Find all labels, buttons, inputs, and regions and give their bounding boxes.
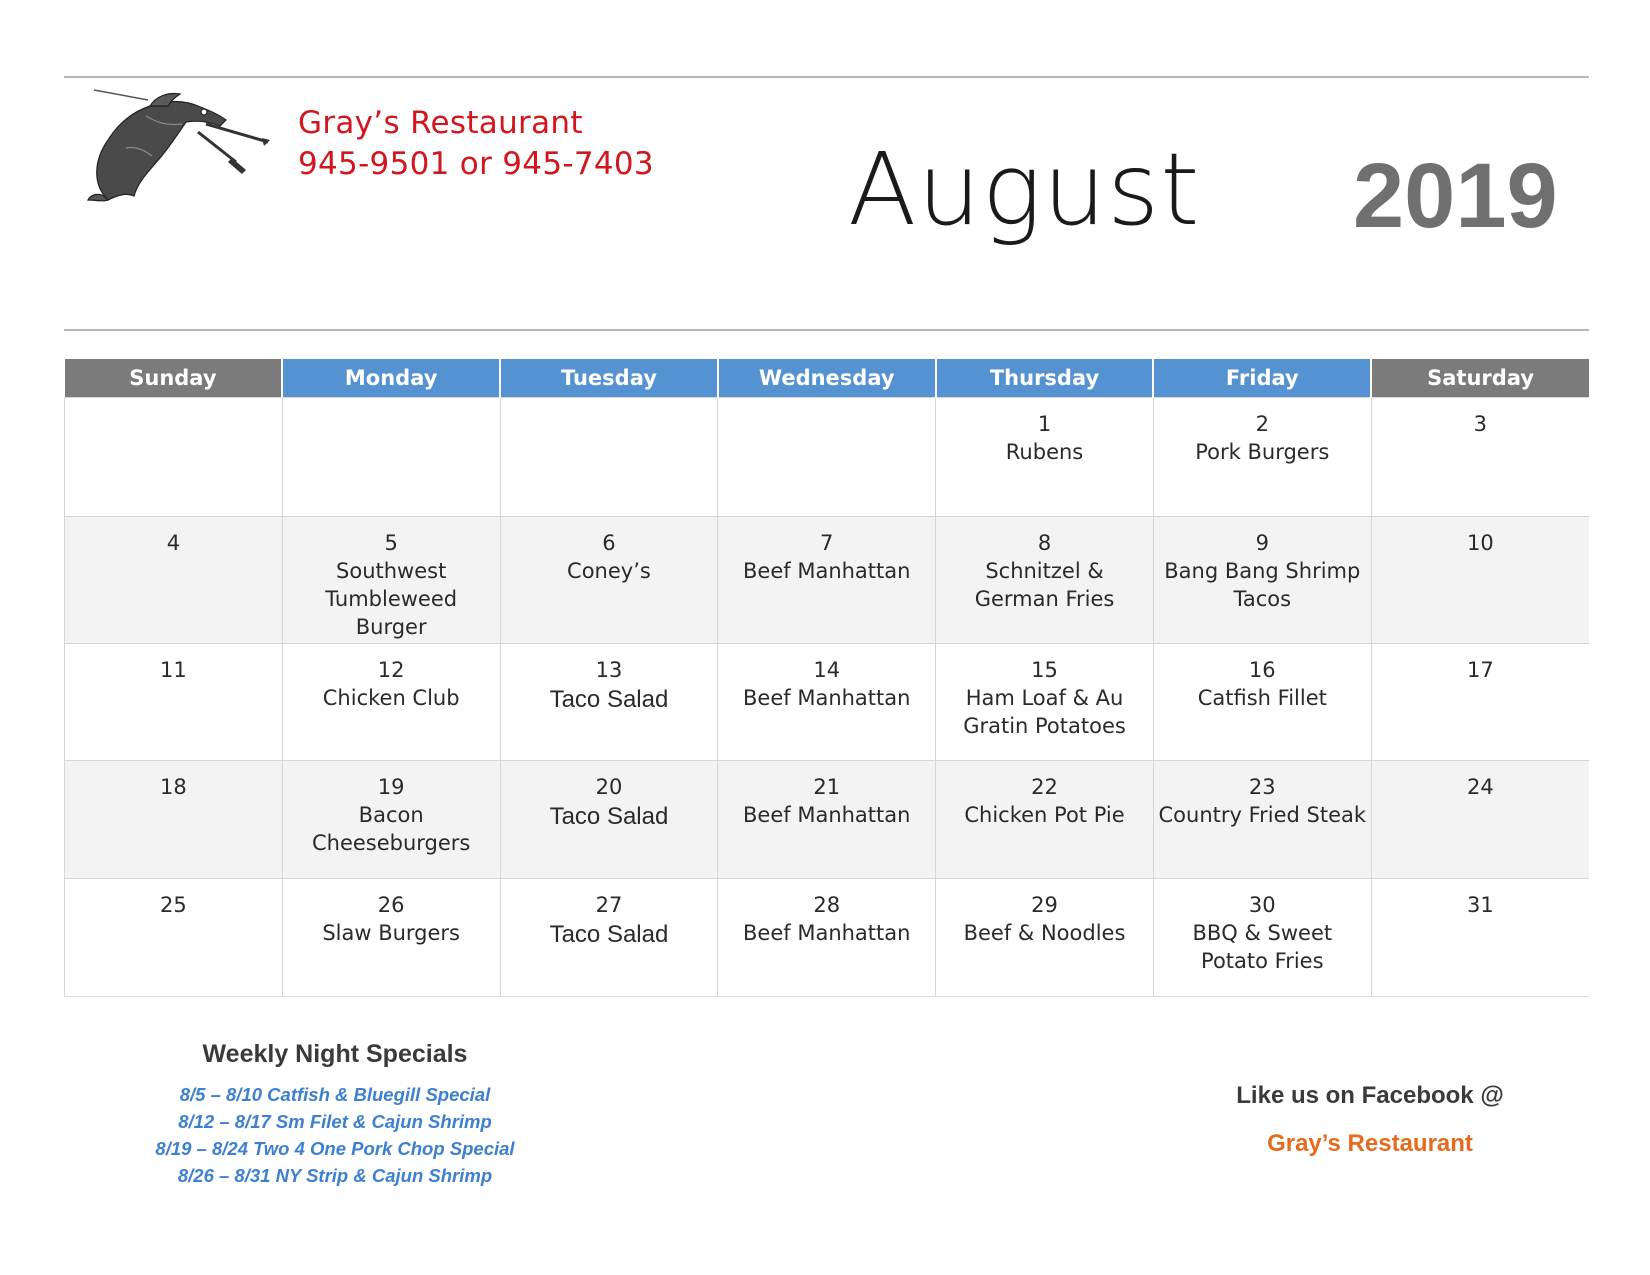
date-number: 23 [1248, 775, 1276, 799]
special-item: 8/12 – 8/17 Sm Filet & Cajun Shrimp [178, 1111, 492, 1132]
date-number: 4 [166, 531, 181, 555]
day-cell [282, 879, 500, 997]
day-cell [718, 761, 936, 879]
date-number: 12 [377, 658, 405, 682]
date-number: 26 [377, 893, 405, 917]
daily-special: Rubens [1005, 440, 1084, 464]
date-number: 25 [160, 893, 187, 917]
day-header-tuesday: Tuesday [500, 359, 718, 398]
date-number: 9 [1255, 531, 1269, 555]
date-number: 10 [1466, 531, 1494, 555]
restaurant-phone: 945-9501 or 945-7403 [298, 146, 654, 182]
day-header-thursday: Thursday [936, 359, 1154, 398]
special-item: 8/26 – 8/31 NY Strip & Cajun Shrimp [177, 1165, 493, 1186]
week-row [65, 761, 1590, 879]
daily-special: Taco Salad [549, 803, 669, 830]
month-title: August [848, 131, 1201, 248]
date-number: 30 [1248, 893, 1276, 917]
daily-special: Beef Manhattan [743, 803, 911, 827]
date-number: 17 [1466, 658, 1494, 682]
daily-special: Coney’s [567, 559, 651, 583]
day-cell [1153, 517, 1371, 644]
date-number: 7 [820, 531, 834, 555]
date-number: 16 [1248, 658, 1276, 682]
day-cell [1371, 879, 1589, 997]
day-cell [282, 398, 500, 517]
day-cell [1371, 517, 1589, 644]
day-cell [500, 517, 718, 644]
daily-special: Bang Bang Shrimp Tacos [1164, 559, 1361, 611]
facebook-callout [1180, 1082, 1560, 1158]
daily-special: Bacon Cheeseburgers [311, 803, 471, 855]
facebook-prompt: Like us on Facebook @ [1236, 1082, 1504, 1109]
restaurant-name: Gray’s Restaurant [298, 105, 583, 141]
week-row [65, 644, 1590, 761]
daily-special: Beef Manhattan [743, 559, 911, 583]
day-cell [936, 644, 1154, 761]
special-item: 8/19 – 8/24 Two 4 One Pork Chop Special [155, 1138, 515, 1159]
day-cell [500, 644, 718, 761]
date-number: 18 [160, 775, 187, 799]
week-row [65, 398, 1590, 517]
day-cell [1371, 644, 1589, 761]
day-cell [718, 517, 936, 644]
day-cell [65, 517, 283, 644]
daily-special: Schnitzel & German Fries [974, 559, 1115, 611]
day-cell [1371, 398, 1589, 517]
specials-title: Weekly Night Specials [202, 1040, 468, 1068]
day-cell [1153, 398, 1371, 517]
daily-special: Beef Manhattan [743, 686, 911, 710]
date-number: 27 [595, 893, 623, 917]
daily-special: Beef Manhattan [743, 921, 911, 945]
year-title: 2019 [1353, 145, 1558, 247]
day-header-wednesday: Wednesday [718, 359, 936, 398]
special-item: 8/5 – 8/10 Catfish & Bluegill Special [179, 1084, 491, 1105]
day-header-monday: Monday [282, 359, 500, 398]
day-cell [1153, 879, 1371, 997]
daily-special: Southwest Tumbleweed Burger [325, 559, 458, 639]
day-cell [282, 517, 500, 644]
day-cell [1371, 761, 1589, 879]
weekday-header-row [65, 359, 1590, 398]
day-cell [718, 879, 936, 997]
date-number: 1 [1037, 412, 1052, 436]
day-cell [65, 398, 283, 517]
fish-with-fork-and-knife-icon [86, 88, 271, 203]
date-number: 19 [377, 775, 405, 799]
day-cell [718, 644, 936, 761]
daily-special: Taco Salad [549, 921, 669, 948]
daily-special: Chicken Club [322, 686, 460, 710]
weekly-specials [120, 1040, 550, 1189]
daily-special: BBQ & Sweet Potato Fries [1192, 921, 1333, 973]
date-number: 20 [595, 775, 623, 799]
restaurant-header [298, 103, 654, 185]
date-number: 14 [813, 658, 841, 682]
day-cell [65, 644, 283, 761]
day-cell [500, 761, 718, 879]
day-cell [282, 644, 500, 761]
week-row [65, 879, 1590, 997]
date-number: 2 [1255, 412, 1269, 436]
day-cell [500, 879, 718, 997]
date-number: 5 [384, 531, 398, 555]
date-number: 15 [1031, 658, 1058, 682]
day-cell [500, 398, 718, 517]
date-number: 28 [813, 893, 841, 917]
date-number: 24 [1466, 775, 1494, 799]
date-number: 3 [1473, 412, 1488, 436]
daily-special: Catfish Fillet [1197, 686, 1327, 710]
date-number: 11 [160, 658, 187, 682]
top-divider [64, 76, 1589, 78]
date-number: 29 [1031, 893, 1058, 917]
daily-special: Ham Loaf & Au Gratin Potatoes [963, 686, 1126, 738]
day-header-saturday: Saturday [1371, 359, 1589, 398]
day-cell [936, 761, 1154, 879]
facebook-page-name[interactable]: Gray’s Restaurant [1267, 1130, 1473, 1157]
calendar-grid [64, 359, 1589, 997]
daily-special: Slaw Burgers [322, 921, 461, 945]
day-cell [936, 517, 1154, 644]
date-number: 22 [1031, 775, 1058, 799]
day-header-friday: Friday [1153, 359, 1371, 398]
day-cell [718, 398, 936, 517]
day-cell [65, 879, 283, 997]
specials-list [120, 1081, 550, 1189]
date-number: 21 [813, 775, 841, 799]
week-row [65, 517, 1590, 644]
daily-special: Country Fried Steak [1158, 803, 1367, 827]
day-cell [1153, 761, 1371, 879]
day-cell [936, 879, 1154, 997]
date-number: 31 [1466, 893, 1494, 917]
date-number: 13 [595, 658, 623, 682]
day-cell [282, 761, 500, 879]
day-cell [65, 761, 283, 879]
day-cell [936, 398, 1154, 517]
daily-special: Chicken Pot Pie [964, 803, 1125, 827]
day-cell [1153, 644, 1371, 761]
daily-special: Beef & Noodles [963, 921, 1126, 945]
daily-special: Pork Burgers [1195, 440, 1330, 464]
day-header-sunday: Sunday [65, 359, 283, 398]
header-divider [64, 329, 1589, 331]
date-number: 6 [602, 531, 616, 555]
date-number: 8 [1037, 531, 1052, 555]
daily-special: Taco Salad [549, 686, 669, 713]
